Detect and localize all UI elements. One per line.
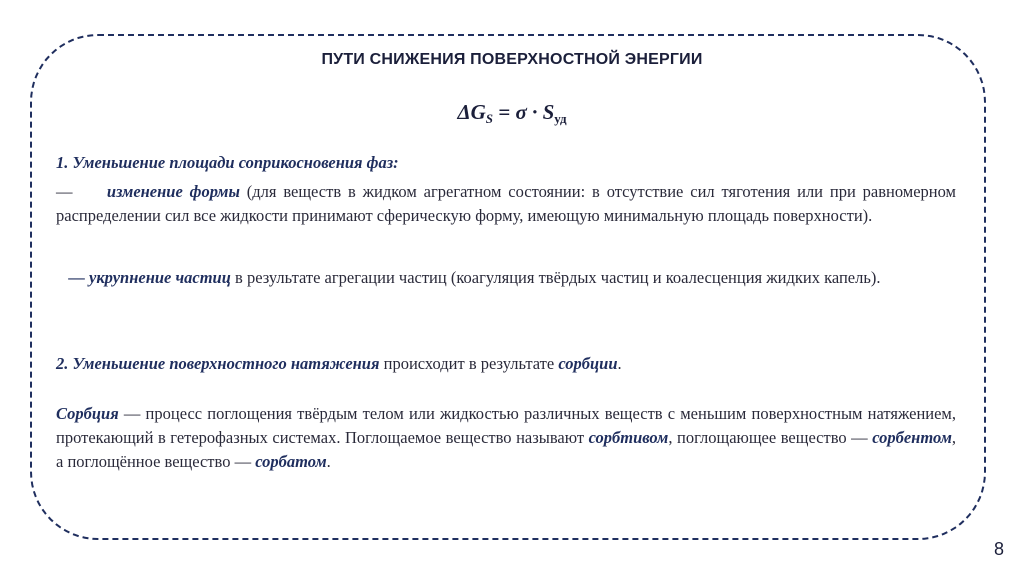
definition-text2: , поглощающее вещество — (668, 428, 873, 447)
section2-end: . (617, 354, 622, 373)
formula-rhs-sub: уд (554, 111, 567, 126)
page-number: 8 (993, 539, 1004, 559)
section1-heading-text: 1. Уменьшение площади соприкосновения фаз: (56, 153, 399, 172)
section1-item1 (56, 180, 956, 228)
formula (0, 100, 1024, 127)
slide-title: ПУТИ СНИЖЕНИЯ ПОВЕРХНОСТНОЙ ЭНЕРГИИ (321, 51, 703, 68)
definition-term2: сорбтивом (588, 428, 669, 447)
section2-term: сорбции (558, 354, 618, 373)
definition-term: Сорбция (56, 404, 119, 423)
definition-text1: — процесс поглощения твёрдым телом или жидкостью различных веществ с меньшим поверхностным натяжением, протекающий в гетерофазных системах. Поглощаемое вещество называют (56, 404, 956, 447)
section2 (56, 352, 956, 376)
definition-term4: сорбатом (255, 452, 327, 471)
formula-eq: = σ · (493, 100, 543, 124)
definition-term3: сорбентом (872, 428, 952, 447)
section1-item2 (56, 266, 956, 290)
section2-text: происходит в результате (379, 354, 559, 373)
definition-paragraph (56, 402, 956, 474)
definition-end: . (326, 452, 331, 471)
formula-rhs: S (542, 100, 555, 124)
section2-heading: 2. Уменьшение поверхностного натяжения (56, 354, 380, 373)
item1-text: (для веществ в жидком агрегатном состоянии: в отсутствие сил тяготения или при равномерном распределении сил все жидкости принимают сферическую форму, имеющую минимальную площадь поверхности). (56, 182, 956, 225)
formula-lhs-sub: S (485, 111, 494, 126)
section1-heading (56, 151, 956, 175)
definition-text3: , а поглощённое вещество — (56, 428, 957, 471)
item2-term: — укрупнение частиц (68, 268, 231, 287)
formula-lhs: ΔG (457, 100, 486, 124)
item2-text: в результате агрегации частиц (коагуляция твёрдых частиц и коалесценция жидких капель). (230, 268, 881, 287)
item1-term: изменение формы (106, 182, 240, 201)
item1-dash: — (56, 182, 73, 201)
